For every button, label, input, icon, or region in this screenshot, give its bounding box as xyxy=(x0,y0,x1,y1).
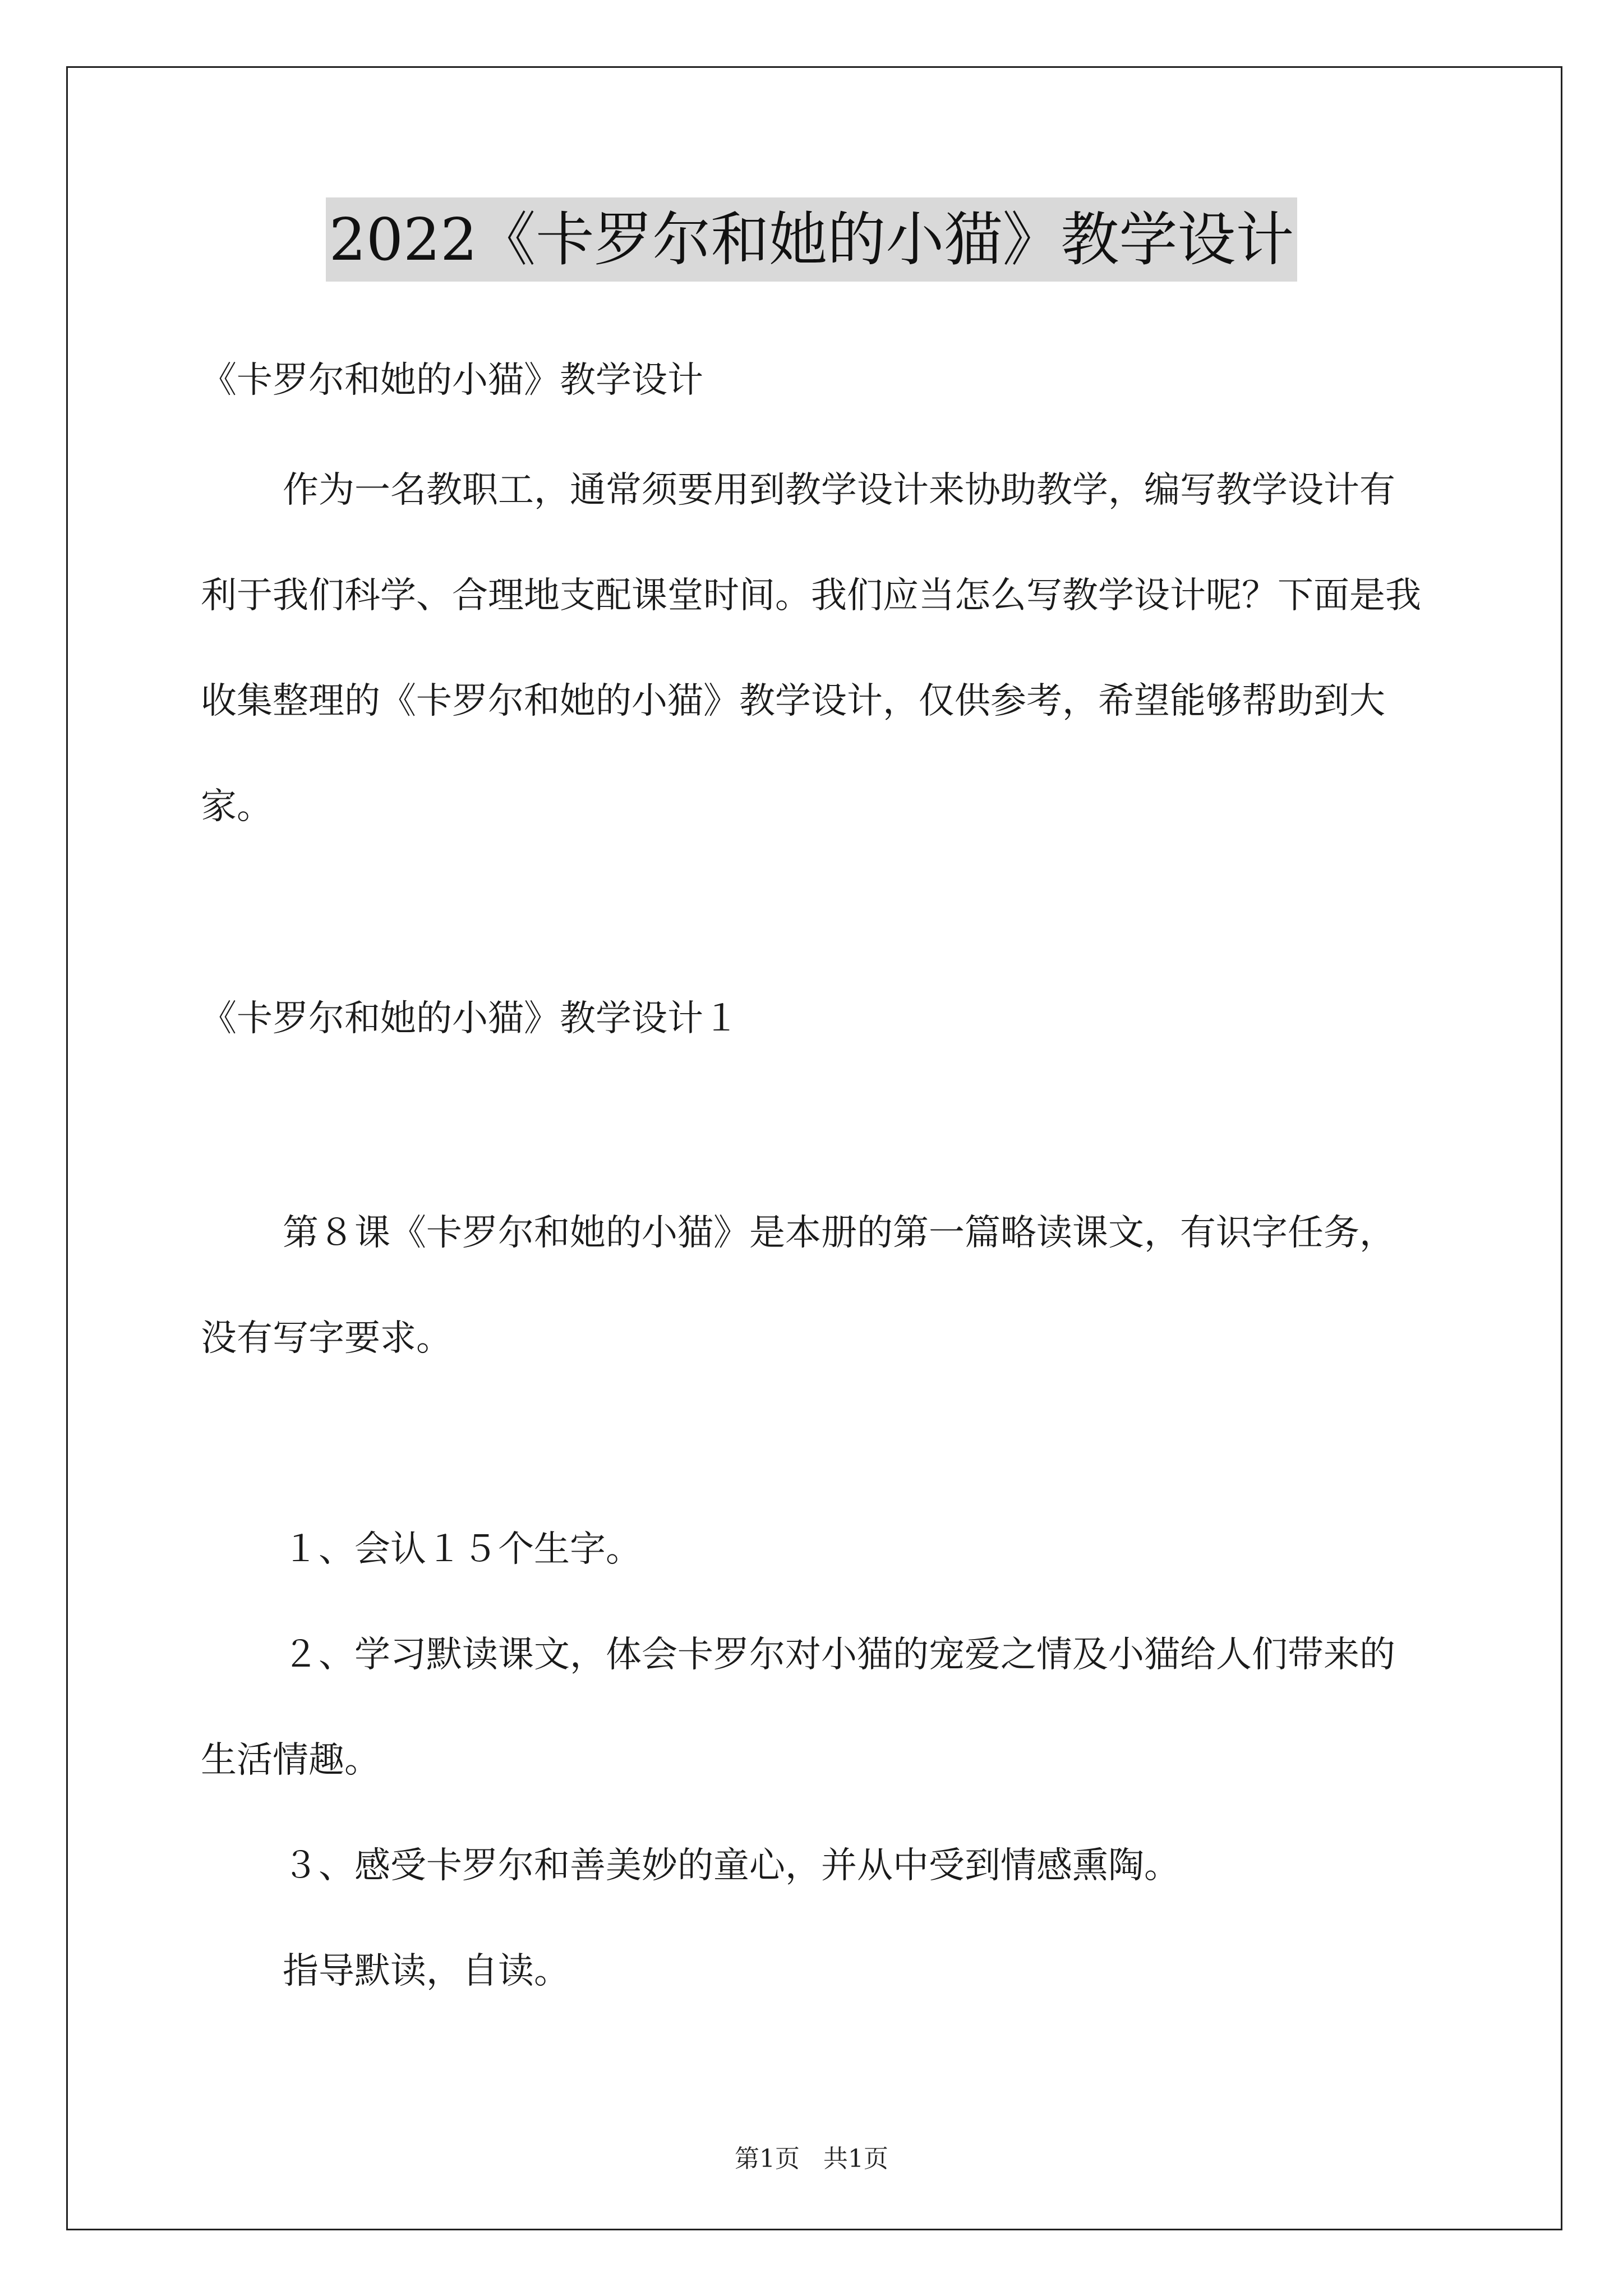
page-total: 共1页 xyxy=(823,2145,888,2173)
objective-3: ３、感受卡罗尔和善美妙的童心，并从中受到情感熏陶。 xyxy=(283,1845,1180,1887)
section-heading: 《卡罗尔和她的小猫》教学设计１ xyxy=(201,998,739,1039)
objective-2: ２、学习默读课文，体会卡罗尔对小猫的宠爱之情及小猫给人们带来的生活情趣。 xyxy=(201,1634,1395,1781)
objective-1: １、会认１５个生字。 xyxy=(283,1529,642,1570)
title-wrapper xyxy=(0,197,1623,282)
page-current: 第1页 xyxy=(735,2145,800,2173)
method-paragraph: 指导默读，自读。 xyxy=(283,1950,570,1992)
subtitle-paragraph: 《卡罗尔和她的小猫》教学设计 xyxy=(201,360,703,401)
document-title: 2022《卡罗尔和她的小猫》教学设计 xyxy=(326,197,1298,282)
lesson-intro-paragraph: 第８课《卡罗尔和她的小猫》是本册的第一篇略读课文，有识字任务，没有写字要求。 xyxy=(201,1212,1395,1359)
intro-paragraph: 作为一名教职工，通常须要用到教学设计来协助教学，编写教学设计有利于我们科学、合理地支配课堂时间。我们应当怎么写教学设计呢？下面是我收集整理的《卡罗尔和她的小猫》教学设计，仅供参考，希望能够帮助到大家。 xyxy=(201,470,1421,827)
page-footer xyxy=(0,2138,1623,2174)
